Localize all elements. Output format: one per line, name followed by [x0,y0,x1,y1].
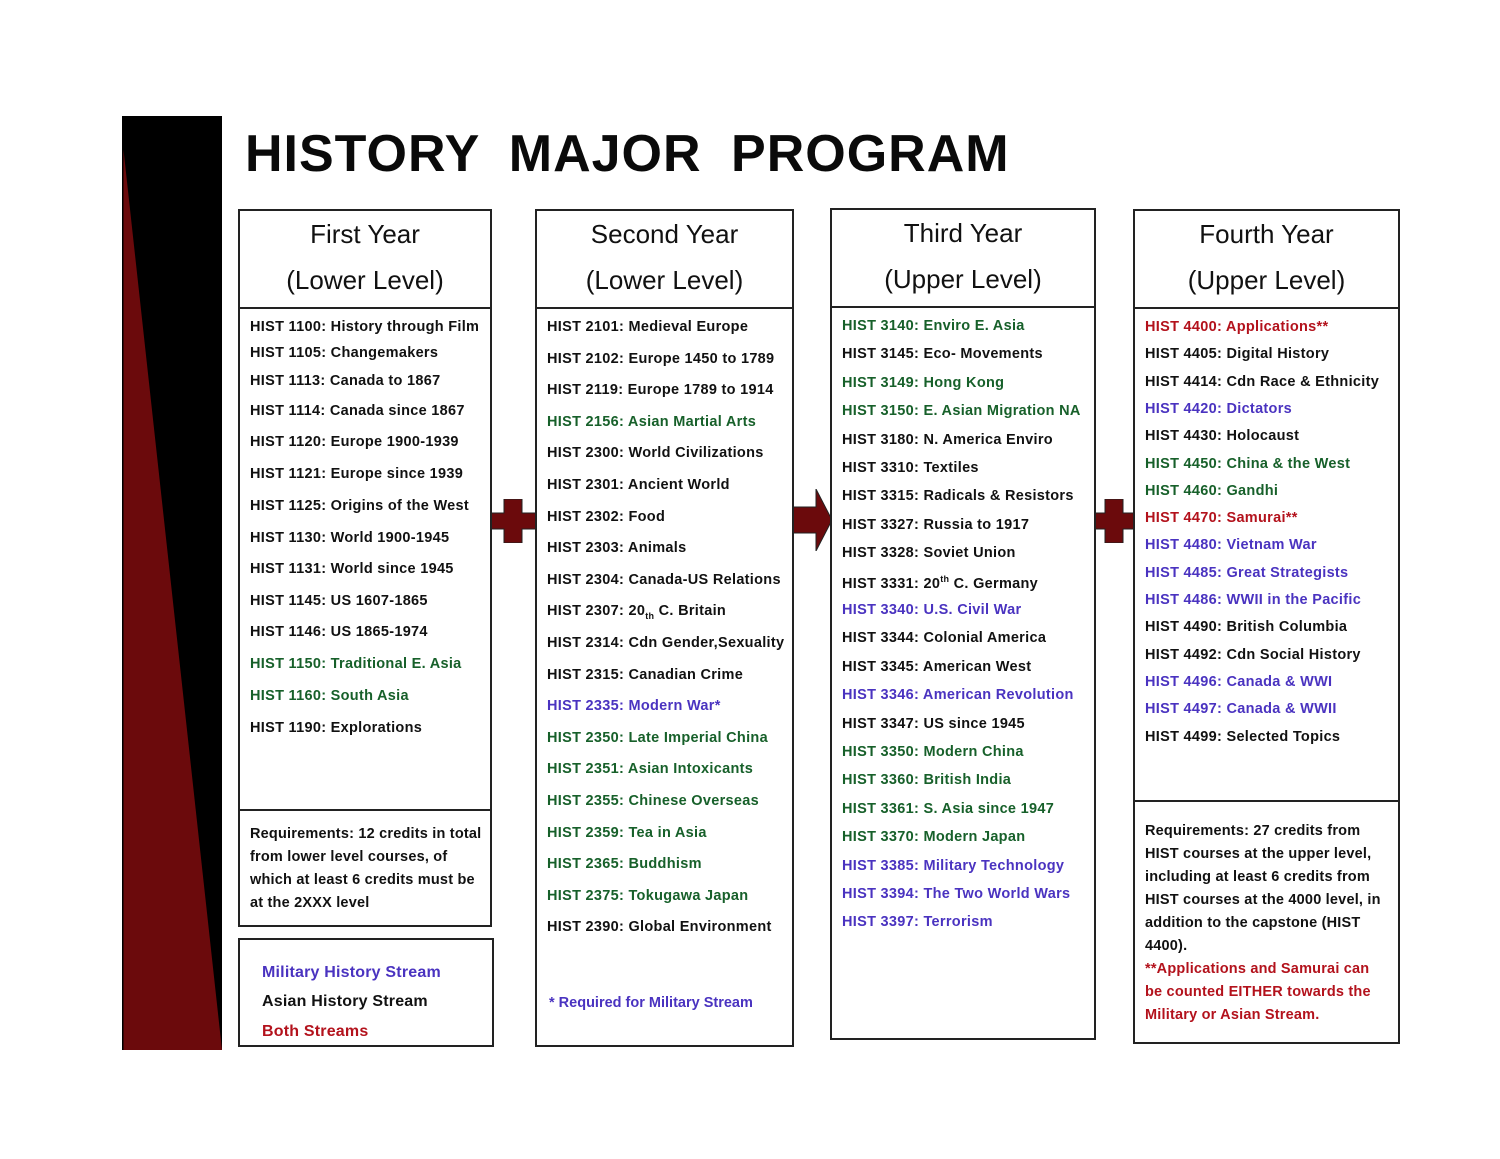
course-item [842,716,1025,732]
course-item [250,403,465,419]
requirements-section [240,809,490,925]
course-text: HIST 1120: Europe 1900-1939 [250,434,459,450]
course-item [547,603,726,621]
course-text: HIST 1121: Europe since 1939 [250,466,464,482]
course-text: HIST 3140: Enviro E. Asia [842,318,1025,334]
course-item [1145,510,1298,526]
course-text: HIST 1160: South Asia [250,688,409,704]
course-text: HIST 1114: Canada since 1867 [250,403,465,419]
course-text: HIST 2302: Food [547,509,666,525]
year-header [537,211,792,309]
course-text: HIST 4414: Cdn Race & Ethnicity [1145,374,1380,390]
year-box-first [238,209,492,927]
year-header [240,211,490,309]
course-item [842,801,1054,817]
course-item [842,460,979,476]
course-item [250,593,428,609]
course-text: HIST 4470: Samurai** [1145,510,1298,526]
course-item [547,825,707,841]
ordinal-suffix: th [940,574,950,584]
course-text: HIST 4480: Vietnam War [1145,537,1317,553]
page-title: HISTORY MAJOR PROGRAM [245,125,1010,183]
year-name: Second Year [590,219,739,249]
course-item [842,602,1021,618]
course-text: HIST 3385: Military Technology [842,858,1065,874]
year-level: (Lower Level) [286,265,444,295]
course-text: HIST 3360: British India [842,772,1012,788]
course-item [842,346,1043,362]
course-item [547,509,665,525]
year-name: First Year [310,219,420,249]
course-text: HIST 4490: British Columbia [1145,619,1348,635]
course-text: HIST 3150: E. Asian Migration NA [842,403,1081,419]
course-text: HIST 1131: World since 1945 [250,561,454,577]
stream-legend [238,938,494,1047]
course-text: HIST 4405: Digital History [1145,346,1330,362]
course-item [250,624,428,640]
course-item [547,698,721,714]
course-item [250,434,459,450]
course-item [250,373,440,389]
course-item [842,829,1025,845]
course-text: HIST 2359: Tea in Asia [547,825,707,841]
year-box-second [535,209,794,1047]
course-text: HIST 3370: Modern Japan [842,829,1026,845]
course-text: HIST 2351: Asian Intoxicants [547,761,754,777]
course-item [547,351,774,367]
course-item [250,688,409,704]
course-text: HIST 2350: Late Imperial China [547,730,768,746]
course-text: HIST 2335: Modern War* [547,698,721,714]
course-text: HIST 3347: US since 1945 [842,716,1025,732]
course-text: HIST 2375: Tokugawa Japan [547,888,749,904]
course-text: HIST 4496: Canada & WWI [1145,674,1333,690]
course-item [1145,592,1361,608]
course-item [250,530,449,546]
year-header [1135,211,1398,309]
course-item [250,319,479,335]
course-text: HIST 1146: US 1865-1974 [250,624,428,640]
course-item [842,886,1070,902]
course-text: HIST 2307: 20 [547,603,646,619]
course-text: HIST 4430: Holocaust [1145,428,1300,444]
course-text-rest: C. Britain [654,603,727,619]
course-text: HIST 4492: Cdn Social History [1145,647,1361,663]
course-item [842,488,1074,504]
course-item [842,574,1038,592]
course-item [547,445,764,461]
course-text: HIST 3180: N. America Enviro [842,432,1053,448]
course-text: HIST 1130: World 1900-1945 [250,530,450,546]
course-text: HIST 4497: Canada & WWII [1145,701,1337,717]
course-text: HIST 2365: Buddhism [547,856,702,872]
course-item [547,635,784,651]
course-text: HIST 4420: Dictators [1145,401,1293,417]
course-item [250,656,462,672]
year-header [832,210,1094,308]
plus-connector-icon [490,499,536,543]
course-item [547,319,748,335]
course-item [842,914,993,930]
requirements-text: Requirements: 12 credits in total from lower level courses, of which at least 6 credits must be at the 2XXX level [250,826,482,911]
year-box-third [830,208,1096,1040]
course-item [547,382,774,398]
course-item [1145,319,1328,335]
course-item [547,540,686,556]
course-item [547,414,756,430]
course-item [1145,428,1299,444]
course-item [547,888,748,904]
course-text: HIST 1113: Canada to 1867 [250,373,441,389]
course-text: HIST 2300: World Civilizations [547,445,764,461]
course-item [842,772,1011,788]
course-text: HIST 4486: WWII in the Pacific [1145,592,1362,608]
course-item [250,466,463,482]
course-text: HIST 3315: Radicals & Resistors [842,488,1074,504]
course-item [547,919,772,935]
course-text: HIST 2156: Asian Martial Arts [547,414,757,430]
course-text: HIST 4400: Applications** [1145,319,1329,335]
decorative-band [122,116,222,1050]
course-text: HIST 2314: Cdn Gender,Sexuality [547,635,785,651]
course-text: HIST 3145: Eco- Movements [842,346,1043,362]
year-name: Third Year [903,218,1023,248]
course-text: HIST 2102: Europe 1450 to 1789 [547,351,775,367]
course-text: HIST 3310: Textiles [842,460,979,476]
legend-asian: Asian History Stream [262,993,428,1010]
course-text: HIST 2101: Medieval Europe [547,319,749,335]
course-text: HIST 3350: Modern China [842,744,1024,760]
course-text: HIST 2315: Canadian Crime [547,667,744,683]
course-text: HIST 1100: History through Film [250,319,480,335]
course-item [842,630,1046,646]
course-text: HIST 4499: Selected Topics [1145,729,1341,745]
military-required-note: * Required for Military Stream [549,995,753,1011]
course-text: HIST 3331: 20 [842,575,941,592]
requirements-section [1135,800,1398,1042]
course-item [1145,674,1332,690]
course-text: HIST 1145: US 1607-1865 [250,593,428,609]
plus-connector-icon [1092,499,1136,543]
course-text: HIST 1190: Explorations [250,720,423,736]
course-text: HIST 4485: Great Strategists [1145,565,1349,581]
course-text: HIST 2390: Global Environment [547,919,772,935]
course-item [842,432,1053,448]
year-level: (Upper Level) [884,264,1042,294]
course-text: HIST 3397: Terrorism [842,914,993,930]
course-text: HIST 3394: The Two World Wars [842,886,1071,902]
course-item [842,744,1024,760]
course-item [1145,537,1317,553]
course-item [547,572,781,588]
course-text: HIST 2301: Ancient World [547,477,730,493]
course-text-rest: C. Germany [949,575,1039,592]
course-text: HIST 3345: American West [842,659,1032,675]
course-item [842,858,1064,874]
course-item [547,667,743,683]
ordinal-suffix: th [645,610,655,621]
course-item [250,345,438,361]
year-name: Fourth Year [1199,219,1334,249]
course-text: HIST 2303: Animals [547,540,687,556]
course-text: HIST 3361: S. Asia since 1947 [842,801,1055,817]
course-item [1145,729,1340,745]
course-text: HIST 1150: Traditional E. Asia [250,656,462,672]
course-item [842,375,1004,391]
legend-both: Both Streams [262,1023,369,1040]
course-text: HIST 1105: Changemakers [250,345,439,361]
course-item [1145,619,1347,635]
course-text: HIST 3328: Soviet Union [842,545,1016,561]
course-item [250,720,422,736]
requirements-text: Requirements: 27 credits from HIST courses at the upper level, including at least 6 credits from HIST courses at the 4000 level, in addition to the capstone (HIST 4400). [1145,823,1381,954]
course-item [1145,701,1337,717]
course-item [547,793,759,809]
course-text: HIST 3327: Russia to 1917 [842,517,1030,533]
course-text: HIST 4450: China & the West [1145,456,1351,472]
legend-military: Military History Stream [262,964,441,981]
course-text: HIST 2355: Chinese Overseas [547,793,760,809]
course-item [1145,374,1379,390]
course-item [842,318,1025,334]
course-item [1145,647,1361,663]
year-level: (Upper Level) [1187,265,1346,295]
course-text: HIST 4460: Gandhi [1145,483,1279,499]
course-item [1145,483,1278,499]
course-item [842,687,1074,703]
course-text: HIST 2119: Europe 1789 to 1914 [547,382,774,398]
course-text: HIST 1125: Origins of the West [250,498,470,514]
course-item [547,730,768,746]
course-item [1145,346,1329,362]
course-text: HIST 3340: U.S. Civil War [842,602,1022,618]
course-item [547,761,753,777]
course-item [842,659,1031,675]
course-item [842,403,1081,419]
course-text: HIST 3149: Hong Kong [842,375,1005,391]
course-item [547,477,730,493]
course-item [1145,565,1348,581]
course-item [1145,456,1350,472]
requirements-note: **Applications and Samurai can be counted EITHER towards the Military or Asian Stream. [1145,961,1371,1023]
year-box-fourth [1133,209,1400,1044]
course-item [250,498,469,514]
course-item [842,517,1029,533]
year-level: (Lower Level) [585,265,744,295]
course-item [1145,401,1292,417]
course-text: HIST 2304: Canada-US Relations [547,572,781,588]
course-item [842,545,1016,561]
course-text: HIST 3346: American Revolution [842,687,1074,703]
course-item [547,856,702,872]
course-text: HIST 3344: Colonial America [842,630,1047,646]
course-item [250,561,454,577]
